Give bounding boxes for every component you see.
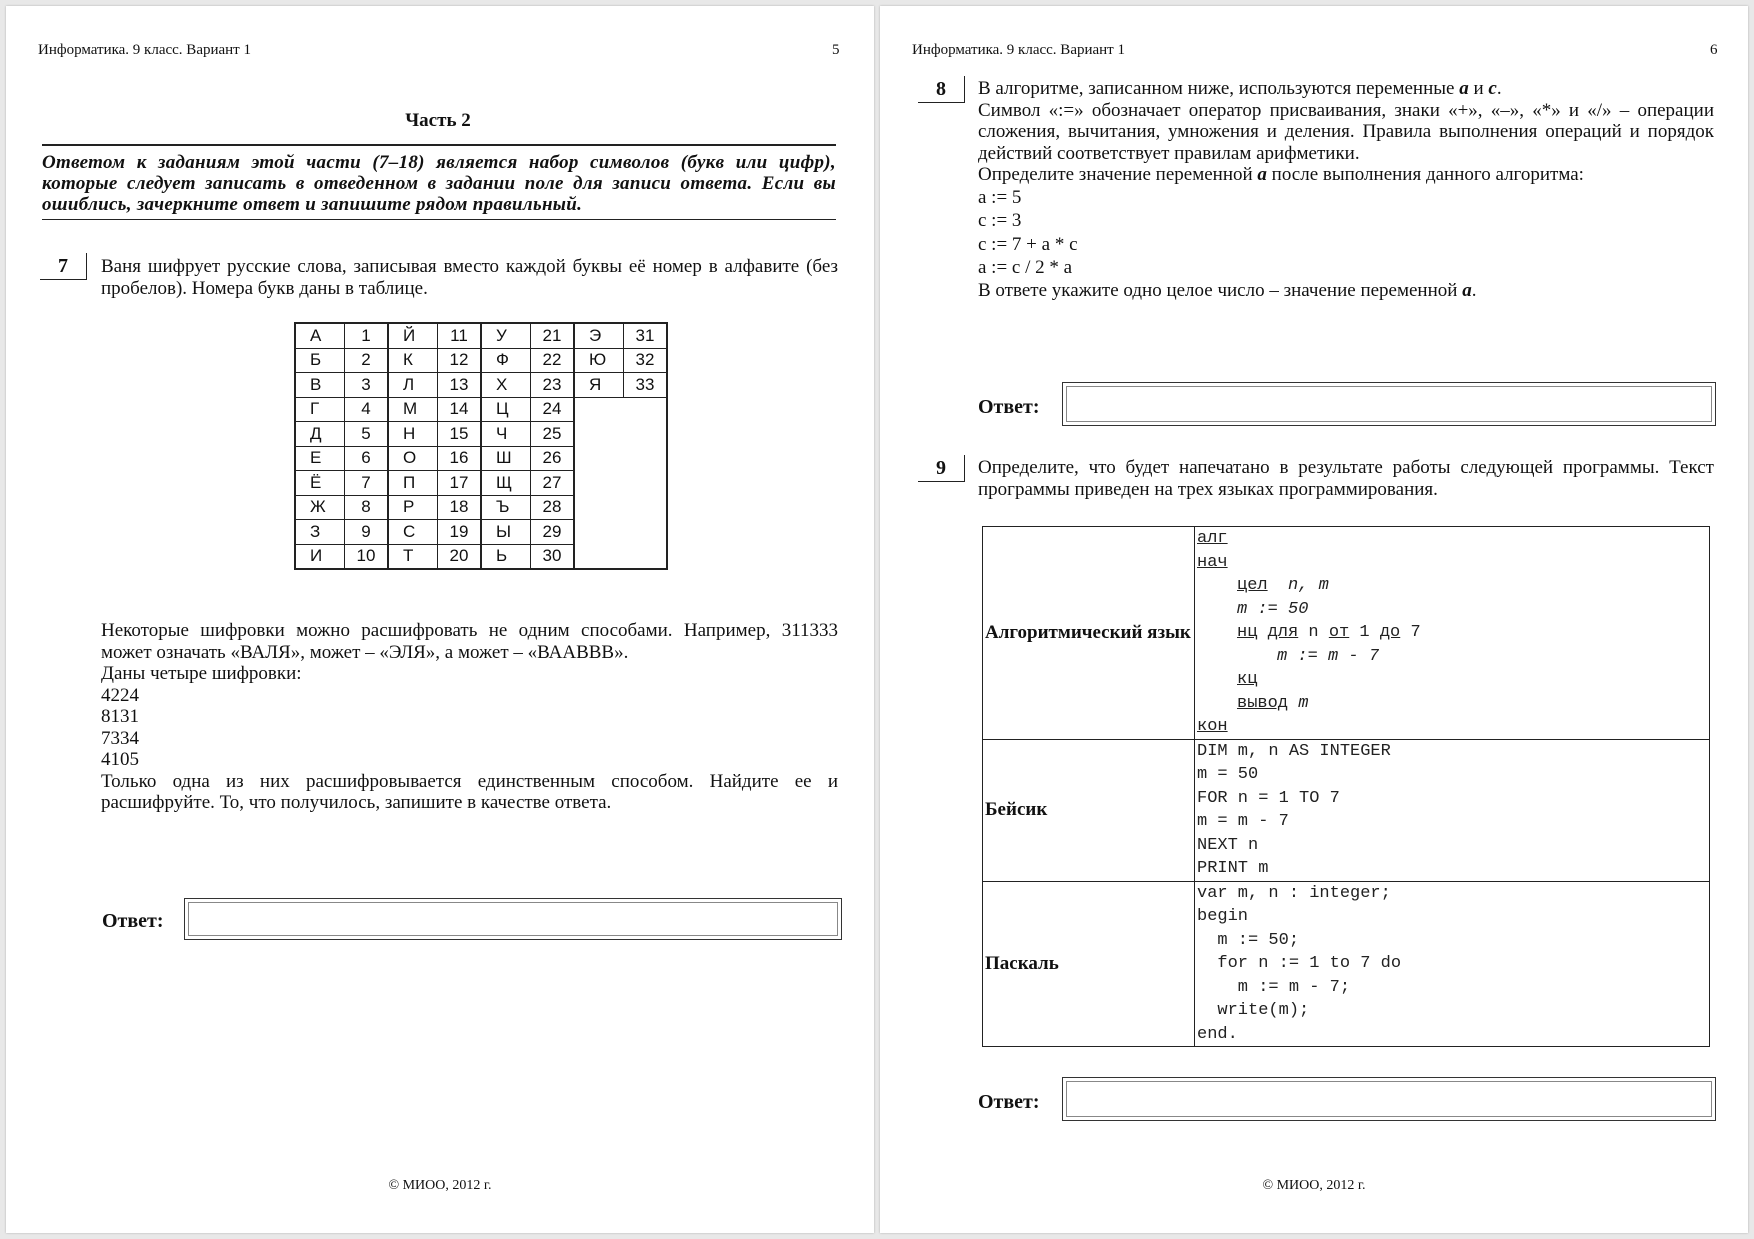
- code-line: нц для n от 1 до 7: [1237, 623, 1421, 642]
- number-cell: 1: [345, 323, 389, 348]
- letter-cell: Ф: [481, 348, 531, 373]
- program-table: [982, 526, 1710, 1047]
- code-block: [1195, 881, 1710, 1047]
- letter-cell: Т: [388, 544, 438, 569]
- alphabet-table-row: [295, 397, 667, 422]
- number-cell: 9: [345, 520, 389, 545]
- letter-cell: Л: [388, 373, 438, 398]
- page-header: Информатика. 9 класс. Вариант 1: [38, 42, 251, 58]
- code-line: write(m);: [1197, 1001, 1310, 1020]
- letter-cell: Э: [574, 323, 624, 348]
- question-number-7: 7: [40, 253, 87, 280]
- number-cell: 19: [438, 520, 482, 545]
- letter-cell: Я: [574, 373, 624, 398]
- code-item: 4105: [101, 749, 139, 770]
- code-block: [1195, 527, 1710, 740]
- number-cell: 26: [531, 446, 575, 471]
- letter-cell: Й: [388, 323, 438, 348]
- code-block: [1195, 739, 1710, 881]
- question-8-para1: Символ «:=» обозначает оператор присваивания, знаки «+», «–», «*» и «/» – операции сложения, вычитания, умножения и деления. Правила выполнения операций и порядок действий соответствует правилам арифметики.: [978, 99, 1714, 164]
- number-cell: 14: [438, 397, 482, 422]
- letter-cell: П: [388, 471, 438, 496]
- letter-cell: И: [295, 544, 345, 569]
- number-cell: 4: [345, 397, 389, 422]
- number-cell: 11: [438, 323, 482, 348]
- number-cell: 25: [531, 422, 575, 447]
- code-line: m = m - 7: [1197, 812, 1289, 831]
- answer-label: Ответ:: [978, 1091, 1040, 1113]
- number-cell: 33: [624, 373, 668, 398]
- language-name: Паскаль: [983, 881, 1195, 1047]
- part-title: Часть 2: [405, 110, 471, 131]
- number-cell: 17: [438, 471, 482, 496]
- question-7-intro: Ваня шифрует русские слова, записывая вместо каждой буквы её номер в алфавите (без пробелов). Номера букв даны в таблице.: [101, 256, 838, 299]
- letter-cell: Б: [295, 348, 345, 373]
- number-cell: 13: [438, 373, 482, 398]
- answer-label: Ответ:: [978, 396, 1040, 418]
- code-line: m := 50: [1237, 599, 1309, 619]
- question-7-para1: Некоторые шифровки можно расшифровать не одним способами. Например, 311333 может означать «ВАЛЯ», может – «ЭЛЯ», а может – «ВААВВВ».: [101, 620, 838, 663]
- program-row-basic: [983, 739, 1710, 881]
- number-cell: 21: [531, 323, 575, 348]
- answer-field-7[interactable]: [184, 898, 842, 940]
- code-line: FOR n = 1 TO 7: [1197, 788, 1340, 808]
- letter-cell: Д: [295, 422, 345, 447]
- question-9-intro: Определите, что будет напечатано в результате работы следующей программы. Текст программы приведен на трех языках программирования.: [978, 457, 1714, 500]
- code-line: for n := 1 to 7 do: [1197, 954, 1402, 973]
- number-cell: 7: [345, 471, 389, 496]
- number-cell: 10: [345, 544, 389, 569]
- algorithm-line: a := c / 2 * a: [978, 257, 1073, 278]
- answer-label: Ответ:: [102, 910, 164, 932]
- number-cell: 30: [531, 544, 575, 569]
- number-cell: 3: [345, 373, 389, 398]
- code-line: m := 50;: [1197, 930, 1300, 950]
- alphabet-table: [294, 322, 668, 570]
- code-line: DIM m, n AS INTEGER: [1197, 741, 1391, 761]
- letter-cell: Ж: [295, 495, 345, 520]
- empty-cell: [574, 397, 667, 569]
- letter-cell: Н: [388, 422, 438, 447]
- letter-cell: Е: [295, 446, 345, 471]
- letter-cell: Г: [295, 397, 345, 422]
- letter-cell: Ы: [481, 520, 531, 545]
- page-number: 6: [1710, 42, 1718, 58]
- page-footer: © МИОО, 2012 г.: [1262, 1178, 1366, 1193]
- answer-field-9[interactable]: [1062, 1077, 1716, 1121]
- code-line: begin: [1197, 907, 1249, 926]
- page-number: 5: [832, 42, 840, 58]
- question-number-8: 8: [918, 76, 965, 103]
- number-cell: 28: [531, 495, 575, 520]
- question-7-para3: Только одна из них расшифровывается единственным способом. Найдите ее и расшифруйте. То, что получилось, запишите в качестве ответа.: [101, 770, 838, 813]
- code-line: кон: [1197, 717, 1228, 736]
- question-8-para2: Определите значение переменной a после выполнения данного алгоритма:: [978, 164, 1584, 185]
- letter-cell: М: [388, 397, 438, 422]
- language-name: Бейсик: [983, 739, 1195, 881]
- code-line: m = 50: [1197, 765, 1259, 784]
- letter-cell: З: [295, 520, 345, 545]
- number-cell: 24: [531, 397, 575, 422]
- code-line: алг: [1197, 529, 1228, 548]
- code-line: цел n, m: [1237, 576, 1329, 595]
- number-cell: 2: [345, 348, 389, 373]
- number-cell: 16: [438, 446, 482, 471]
- language-name: Алгоритмический язык: [983, 527, 1195, 740]
- letter-cell: Ц: [481, 397, 531, 422]
- answer-field-8[interactable]: [1062, 382, 1716, 426]
- page-footer: © МИОО, 2012 г.: [388, 1178, 492, 1193]
- code-line: PRINT m: [1197, 859, 1269, 878]
- letter-cell: В: [295, 373, 345, 398]
- number-cell: 8: [345, 495, 389, 520]
- alphabet-table-row: [295, 373, 667, 398]
- question-8-line1: В алгоритме, записанном ниже, используются переменные a и c.: [978, 78, 1502, 99]
- question-8-para3: В ответе укажите одно целое число – значение переменной a.: [978, 279, 1477, 301]
- code-item: 4224: [101, 684, 139, 706]
- number-cell: 29: [531, 520, 575, 545]
- number-cell: 5: [345, 422, 389, 447]
- number-cell: 22: [531, 348, 575, 373]
- algorithm-line: c := 3: [978, 210, 1022, 231]
- number-cell: 18: [438, 495, 482, 520]
- letter-cell: Х: [481, 373, 531, 398]
- part-instructions: Ответом к заданиям этой части (7–18) является набор символов (букв или цифр), которые следует записать в отведенном в задании поле для записи ответа. Если вы ошиблись, зачеркните ответ и запишите рядом правильный.: [42, 144, 836, 220]
- alphabet-table-row: [295, 323, 667, 348]
- code-line: NEXT n: [1197, 835, 1259, 855]
- number-cell: 23: [531, 373, 575, 398]
- algorithm-line: c := 7 + a * c: [978, 233, 1078, 255]
- letter-cell: О: [388, 446, 438, 471]
- right-page: [880, 6, 1748, 1233]
- number-cell: 6: [345, 446, 389, 471]
- code-line: вывод m: [1237, 693, 1309, 713]
- number-cell: 15: [438, 422, 482, 447]
- question-7-para2: Даны четыре шифровки:: [101, 663, 302, 684]
- code-line: m := m - 7: [1277, 646, 1380, 666]
- code-line: нач: [1197, 552, 1228, 572]
- code-line: кц: [1237, 670, 1258, 689]
- letter-cell: Щ: [481, 471, 531, 496]
- letter-cell: Ю: [574, 348, 624, 373]
- letter-cell: Р: [388, 495, 438, 520]
- letter-cell: А: [295, 323, 345, 348]
- code-line: var m, n : integer;: [1197, 883, 1391, 903]
- number-cell: 12: [438, 348, 482, 373]
- letter-cell: Ш: [481, 446, 531, 471]
- program-row-algorithmic: [983, 527, 1710, 740]
- letter-cell: С: [388, 520, 438, 545]
- question-number-9: 9: [918, 455, 965, 482]
- letter-cell: Ё: [295, 471, 345, 496]
- code-line: end.: [1197, 1024, 1238, 1044]
- number-cell: 20: [438, 544, 482, 569]
- code-line: m := m - 7;: [1197, 977, 1351, 997]
- code-item: 7334: [101, 727, 139, 749]
- letter-cell: Ъ: [481, 495, 531, 520]
- code-item: 8131: [101, 706, 139, 727]
- page-header: Информатика. 9 класс. Вариант 1: [912, 42, 1125, 58]
- letter-cell: Ь: [481, 544, 531, 569]
- program-row-pascal: [983, 881, 1710, 1047]
- number-cell: 31: [624, 323, 668, 348]
- number-cell: 27: [531, 471, 575, 496]
- algorithm-line: a := 5: [978, 186, 1022, 208]
- letter-cell: Ч: [481, 422, 531, 447]
- alphabet-table-row: [295, 348, 667, 373]
- letter-cell: К: [388, 348, 438, 373]
- left-page: [6, 6, 874, 1233]
- letter-cell: У: [481, 323, 531, 348]
- number-cell: 32: [624, 348, 668, 373]
